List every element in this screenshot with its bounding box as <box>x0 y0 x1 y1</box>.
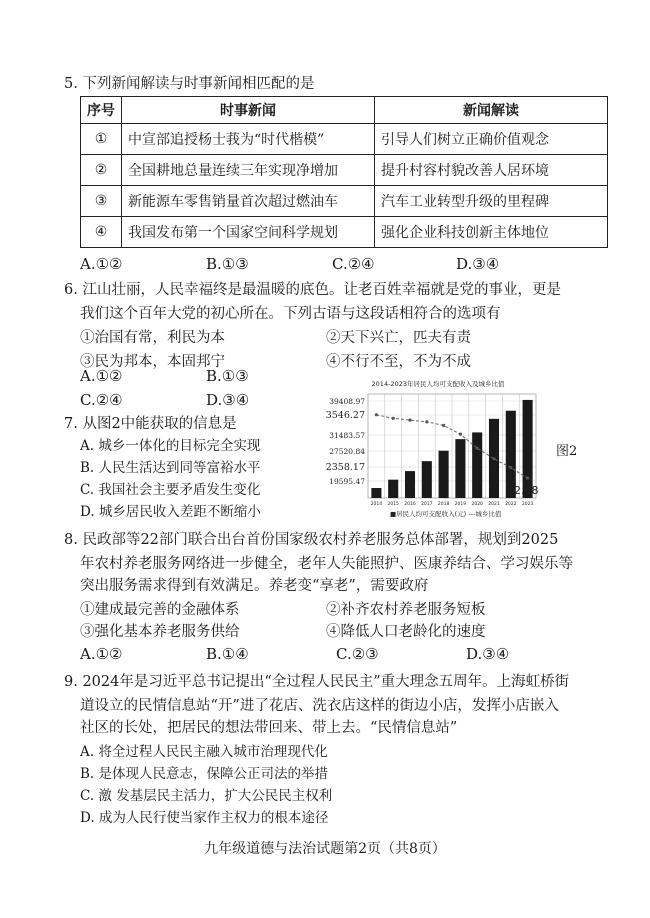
header-news: 时事新闻 <box>122 97 375 124</box>
q5-option-a: A.①② <box>80 255 123 273</box>
q5-option-c: C.②④ <box>332 255 375 273</box>
q6-stem-line-1: 6. 江山壮丽，人民幸福终是最温暖的底色。让老百姓幸福就是党的事业，更是 <box>64 282 561 298</box>
q9-stem-line-1: 9. 2024年是习近平总书记提出“全过程人民民主”重大理念五周年。上海虹桥街 <box>64 674 570 690</box>
chart-y-tick-label: 3546.27 <box>325 410 365 421</box>
ratio-point <box>375 413 378 416</box>
income-bar <box>405 471 415 498</box>
header-index: 序号 <box>81 97 122 124</box>
chart-x-tick-label: 2020 <box>471 502 483 507</box>
q6-stem-line-2: 我们这个百年大党的初心所在。下列古语与这段话相符合的选项有 <box>80 306 501 322</box>
q7-option-c: C. 我国社会主要矛盾发生变化 <box>80 482 261 498</box>
row-interpretation: 汽车工业转型升级的里程碑 <box>375 186 608 217</box>
q5-stem: 5. 下列新闻解读与时事新闻相匹配的是 <box>64 76 315 92</box>
q8-option-d: D.③④ <box>466 645 510 663</box>
q8-option-c: C.②③ <box>336 645 379 663</box>
q8-item-2: ②补齐农村养老服务短板 <box>326 602 486 618</box>
chart-title: 2014-2023年居民人均可支配收入及城乡比值 <box>371 380 505 388</box>
chart-y-tick-labels <box>326 397 366 486</box>
q8-item-1: ①建成最完善的金融体系 <box>80 602 240 618</box>
table-row <box>81 124 608 155</box>
ratio-point <box>509 466 512 469</box>
table-row <box>81 155 608 186</box>
chart-x-tick-label: 2017 <box>421 502 433 507</box>
ratio-point <box>442 424 445 427</box>
q9-option-a: A. 将全过程人民民主融入城市治理现代化 <box>80 744 328 760</box>
q6-item-1: ①治国有常，利民为本 <box>80 330 225 346</box>
q7-stem: 7. 从图2中能获取的信息是 <box>64 416 237 432</box>
chart-x-tick-label: 2021 <box>488 502 500 507</box>
q6-item-3: ③民为邦本，本固邦宁 <box>80 354 225 370</box>
q9-option-b: B. 是体现人民意志，保障公正司法的举措 <box>80 766 329 782</box>
chart-y-tick-label: 31483.57 <box>329 431 365 440</box>
q6-option-a: A.①② <box>80 367 123 385</box>
income-bar <box>472 432 482 498</box>
income-chart-svg <box>318 376 550 520</box>
chart-x-tick-labels <box>371 501 534 507</box>
income-bar <box>422 461 432 498</box>
header-interpretation: 新闻解读 <box>375 97 608 124</box>
row-interpretation: 强化企业科技创新主体地位 <box>375 217 608 248</box>
q8-stem-line-2: 年农村养老服务网络进一步健全，老年人失能照护、医康养结合、学习娱乐等 <box>80 556 573 572</box>
ratio-point <box>459 433 462 436</box>
row-index: ② <box>81 155 122 186</box>
q6-item-4: ④不行不至，不为不成 <box>326 354 471 370</box>
chart-y-tick-label: 19595.47 <box>329 477 365 486</box>
q9-option-c: C. 激 发基层民主活力，扩大公民民主权利 <box>80 788 333 804</box>
q8-item-3: ③强化基本养老服务供给 <box>80 624 240 640</box>
q9-stem-line-3: 社区的长处，把居民的想法带回来、带上去。“民情信息站” <box>80 720 458 736</box>
ratio-end-label: 2.38 <box>514 484 539 497</box>
ratio-point <box>476 447 479 450</box>
q9-option-d: D. 成为人民行使当家作主权力的根本途径 <box>80 810 329 826</box>
ratio-point <box>408 418 411 421</box>
chart-x-tick-label: 2018 <box>437 502 450 507</box>
table-row <box>81 217 608 248</box>
row-news: 我国发布第一个国家空间科学规划 <box>122 217 375 248</box>
q8-stem-line-3: 突出服务需求得到有效满足。养老变“享老”，需要政府 <box>80 578 429 594</box>
row-interpretation: 提升村容村貌改善人居环境 <box>375 155 608 186</box>
table-header-row <box>81 97 608 124</box>
income-bar <box>388 480 398 498</box>
ratio-point <box>526 477 529 480</box>
chart-x-tick-label: 2022 <box>505 502 517 507</box>
q7-option-d: D. 城乡居民收入差距不断缩小 <box>80 504 261 520</box>
ratio-point <box>425 420 428 423</box>
q8-option-b: B.①④ <box>206 645 249 663</box>
chart-x-tick-label: 2016 <box>404 502 416 507</box>
row-interpretation: 引导人们树立正确价值观念 <box>375 124 608 155</box>
row-index: ① <box>81 124 122 155</box>
q8-option-a: A.①② <box>80 645 123 663</box>
q6-option-d: D.③④ <box>206 391 250 409</box>
q6-option-b: B.①③ <box>206 367 249 385</box>
chart-y-tick-label: 2358.17 <box>325 462 365 473</box>
chart-y-tick-label: 27520.84 <box>329 447 365 456</box>
q8-stem-line-1: 8. 民政部等22部门联合出台首份国家级农村养老服务总体部署，规划到2025 <box>64 532 559 548</box>
income-bar <box>455 439 465 498</box>
q6-item-2: ②天下兴亡，匹夫有责 <box>326 330 471 346</box>
income-bar <box>439 451 449 498</box>
chart-legend: ■居民人均可支配收入(元) ---城乡比值 <box>390 510 502 518</box>
ratio-point <box>392 417 395 420</box>
q7-option-b: B. 人民生活达到同等富裕水平 <box>80 460 261 476</box>
row-news: 中宣部追授杨士莪为“时代楷模” <box>122 124 375 155</box>
q8-item-4: ④降低人口老龄化的速度 <box>326 624 486 640</box>
income-bar <box>371 488 381 498</box>
q9-stem-line-2: 道设立的民情信息站“开”进了花店、洗衣店这样的街边小店，发挥小店嵌入 <box>80 698 559 714</box>
news-table <box>80 96 608 248</box>
figure-label: 图2 <box>556 444 578 459</box>
row-news: 全国耕地总量连续三年实现净增加 <box>122 155 375 186</box>
chart-x-tick-label: 2023 <box>521 502 534 507</box>
chart-x-tick-label: 2015 <box>387 502 399 507</box>
page-footer: 九年级道德与法治试题第2页（共8页） <box>204 841 446 857</box>
chart-y-tick-label: 39408.97 <box>329 397 365 406</box>
income-chart <box>318 376 550 520</box>
chart-x-tick-label: 2019 <box>454 502 467 507</box>
q6-option-c: C.②④ <box>80 391 123 409</box>
chart-x-tick-label: 2014 <box>370 502 383 507</box>
ratio-point <box>492 457 495 460</box>
row-index: ④ <box>81 217 122 248</box>
q7-option-a: A. 城乡一体化的目标完全实现 <box>80 438 261 454</box>
q5-option-d: D.③④ <box>456 255 500 273</box>
q5-option-b: B.①③ <box>206 255 249 273</box>
table-row <box>81 186 608 217</box>
row-index: ③ <box>81 186 122 217</box>
row-news: 新能源车零售销量首次超过燃油车 <box>122 186 375 217</box>
